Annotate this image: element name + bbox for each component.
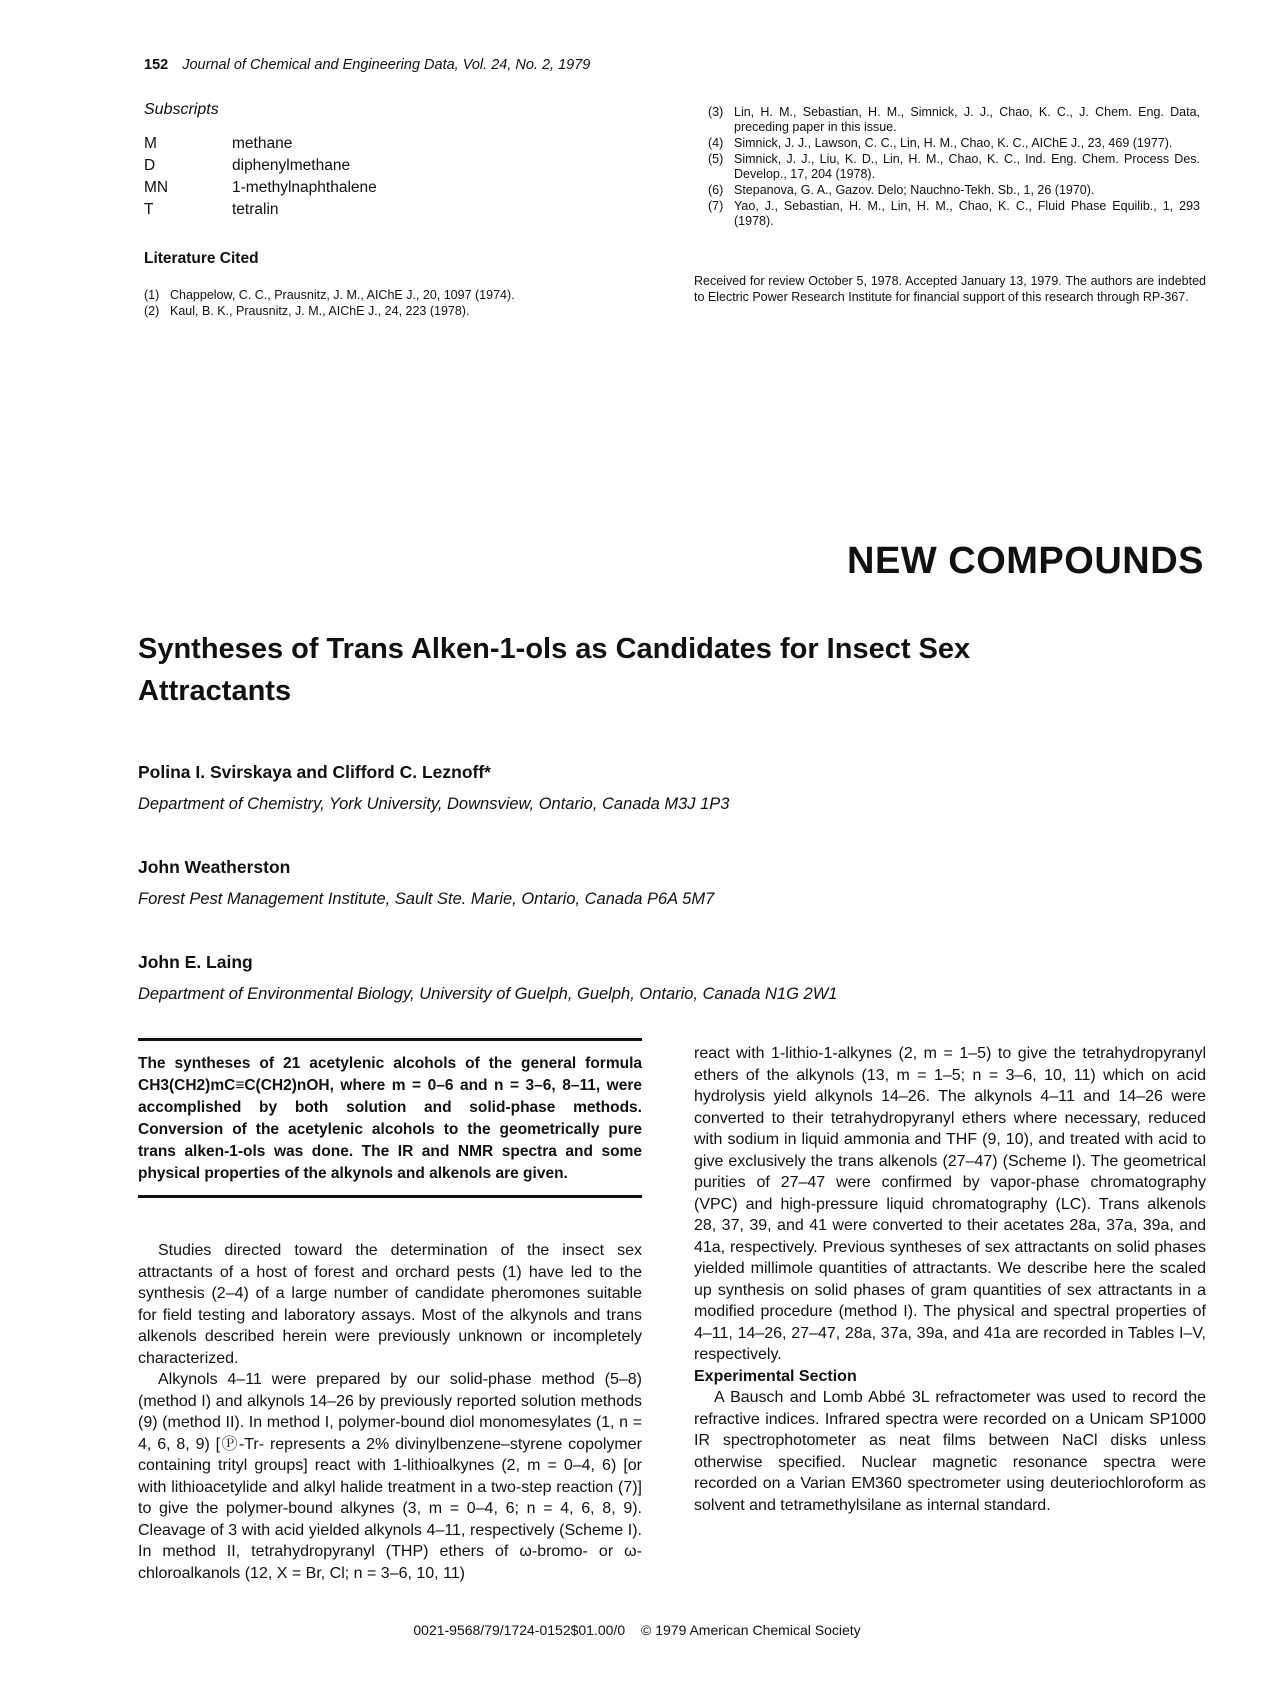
reference-text: Simnick, J. J., Lawson, C. C., Lin, H. M., Chao, K. C., AIChE J., 23, 469 (1977). (734, 136, 1173, 150)
body-right-column (694, 1043, 1206, 1516)
body-paragraph: Studies directed toward the determination of the insect sex attractants of a host of forest and orchard pests (1) have led to the synthesis (2–4) of a large number of candidate pheromones suitable for field testing and laboratory assays. Most of the alkynols and trans alkenols described herein were previously unknown or incompletely characterized. (138, 1242, 642, 1367)
subscript-meaning: 1-methylnaphthalene (232, 179, 377, 196)
subscripts-list (144, 135, 377, 223)
reference-text: Lin, H. M., Sebastian, H. M., Simnick, J. J., Chao, K. C., J. Chem. Eng. Data, preceding paper in this issue. (734, 105, 1200, 134)
subscript-symbol: D (144, 157, 156, 174)
subscript-row (144, 179, 377, 201)
running-head (144, 57, 590, 73)
article-title: Syntheses of Trans Alken-1-ols as Candidates for Insect Sex Attractants (138, 633, 971, 707)
reference-text: Kaul, B. K., Prausnitz, J. M., AIChE J., 24, 223 (1978). (170, 304, 470, 318)
reference-text: Simnick, J. J., Liu, K. D., Lin, H. M., Chao, K. C., Ind. Eng. Chem. Process Des. Develop., 17, 204 (1978). (734, 152, 1200, 181)
author-affiliation: Department of Chemistry, York University, Downsview, Ontario, Canada M3J 1P3 (138, 795, 730, 813)
author-name: Polina I. Svirskaya and Clifford C. Leznoff* (138, 762, 491, 782)
subscript-symbol: M (144, 135, 157, 152)
reference-item (708, 136, 1200, 151)
publication-code: 0021-9568/79/1724-0152$01.00/0 (413, 1622, 626, 1638)
page-number: 152 (144, 57, 169, 73)
author-affiliation: Forest Pest Management Institute, Sault Ste. Marie, Ontario, Canada P6A 5M7 (138, 890, 715, 908)
page-footer (0, 1622, 1274, 1638)
journal-citation: Journal of Chemical and Engineering Data, Vol. 24, No. 2, 1979 (182, 57, 591, 73)
subscript-row (144, 201, 377, 223)
reference-item (708, 152, 1200, 182)
reference-text: Yao, J., Sebastian, H. M., Lin, H. M., Chao, K. C., Fluid Phase Equilib., 1, 293 (1978). (734, 199, 1200, 228)
subscript-meaning: diphenylmethane (232, 157, 351, 174)
author-name: John E. Laing (138, 952, 253, 972)
subscripts-title: Subscripts (144, 101, 219, 118)
literature-cited-title: Literature Cited (144, 250, 259, 267)
experimental-section-title: Experimental Section (694, 1367, 857, 1385)
reference-text: Stepanova, G. A., Gazov. Delo; Nauchno-Tekh. Sb., 1, 26 (1970). (734, 183, 1095, 197)
author-affiliation: Department of Environmental Biology, University of Guelph, Guelph, Ontario, Canada N1G 2W1 (138, 985, 838, 1003)
reference-number: (6) (708, 183, 724, 197)
reference-item (708, 105, 1200, 135)
section-heading: NEW COMPOUNDS (847, 540, 1204, 582)
reference-item (144, 288, 664, 303)
reference-number: (7) (708, 199, 724, 213)
subscript-meaning: methane (232, 135, 293, 152)
subscript-row (144, 157, 377, 179)
subscript-symbol: T (144, 201, 154, 218)
author-name: John Weatherston (138, 857, 291, 877)
subscript-meaning: tetralin (232, 201, 279, 218)
abstract: The syntheses of 21 acetylenic alcohols of the general formula CH3(CH2)mC≡C(CH2)nOH, where m = 0–6 and n = 3–6, 8–11, were accomplished by both solution and solid-phase methods. Conversion of the acetylenic alcohols to the geometrically pure trans alken-1-ols was done. The IR and NMR spectra and some physical properties of the alkynols and alkenols are given. (138, 1038, 642, 1198)
body-paragraph: Alkynols 4–11 were prepared by our solid-phase method (5–8) (method I) and alkynols 14–26 by previously reported solution methods (9) (method II). In method I, polymer-bound diol monomesylates (1, n = 4, 6, 8, 9) [Ⓟ-Tr- represents a 2% divinylbenzene–styrene copolymer containing trityl groups] react with 1-lithioalkynes (2, m = 0–4, 6) [or with lithioacetylide and alkyl halide treatment in a two-step reaction (7)] to give the polymer-bound alkynes (3, m = 0–4, 6; n = 4, 6, 8, 9). Cleavage of 3 with acid yielded alkynols 4–11, respectively (Scheme I). In method II, tetrahydropyranyl (THP) ethers of ω-bromo- or ω-chloroalkanols (12, X = Br, Cl; n = 3–6, 10, 11) (138, 1371, 642, 1582)
reference-number: (5) (708, 152, 724, 166)
reference-number: (1) (144, 288, 160, 302)
reference-item (708, 183, 1200, 198)
reference-number: (4) (708, 136, 724, 150)
body-paragraph: react with 1-lithio-1-alkynes (2, m = 1–5) to give the tetrahydropyranyl ethers of the alkynols (13, m = 1–5; n = 3–6, 10, 11) which on acid hydrolysis yield alkynols 14–26. The alkynols 4–11 and 14–26 were converted to their tetrahydropyranyl ethers where necessary, reduced with sodium in liquid ammonia and THF (9, 10), and treated with acid to give exclusively the trans alkenols (27–47) (Scheme I). The geometrical purities of 27–47 were confirmed by vapor-phase chromatography (VPC) and high-pressure liquid chromatography (LC). Trans alkenols 28, 37, 39, and 41 were converted to their acetates 28a, 37a, 39a, and 41a, respectively. Previous syntheses of sex attractants on solid phases yielded millimole quantities of attractants. We describe here the scaled up synthesis on solid phases of gram quantities of sex attractants in a modified procedure (method I). The physical and spectral properties of 4–11, 14–26, 27–47, 28a, 37a, 39a, and 41a are recorded in Tables I–V, respectively. (694, 1045, 1206, 1363)
copyright-notice: © 1979 American Chemical Society (641, 1622, 861, 1638)
reference-item (144, 304, 664, 319)
received-note: Received for review October 5, 1978. Accepted January 13, 1979. The authors are indebted to Electric Power Research Institute for financial support of this research through RP-367. (694, 274, 1206, 304)
subscript-row (144, 135, 377, 157)
references-left (144, 288, 664, 320)
body-left-column (138, 1240, 642, 1584)
subscript-symbol: MN (144, 179, 169, 196)
body-paragraph: A Bausch and Lomb Abbé 3L refractometer was used to record the refractive indices. Infrared spectra were recorded on a Unicam SP1000 IR spectrophotometer as neat films between NaCl disks unless otherwise specified. Nuclear magnetic resonance spectra were recorded on a Varian EM360 spectrometer using deuteriochloroform as solvent and tetramethylsilane as internal standard. (694, 1389, 1206, 1514)
reference-number: (2) (144, 304, 160, 318)
reference-item (708, 199, 1200, 229)
references-right (708, 105, 1200, 230)
reference-text: Chappelow, C. C., Prausnitz, J. M., AIChE J., 20, 1097 (1974). (170, 288, 515, 302)
reference-number: (3) (708, 105, 724, 119)
